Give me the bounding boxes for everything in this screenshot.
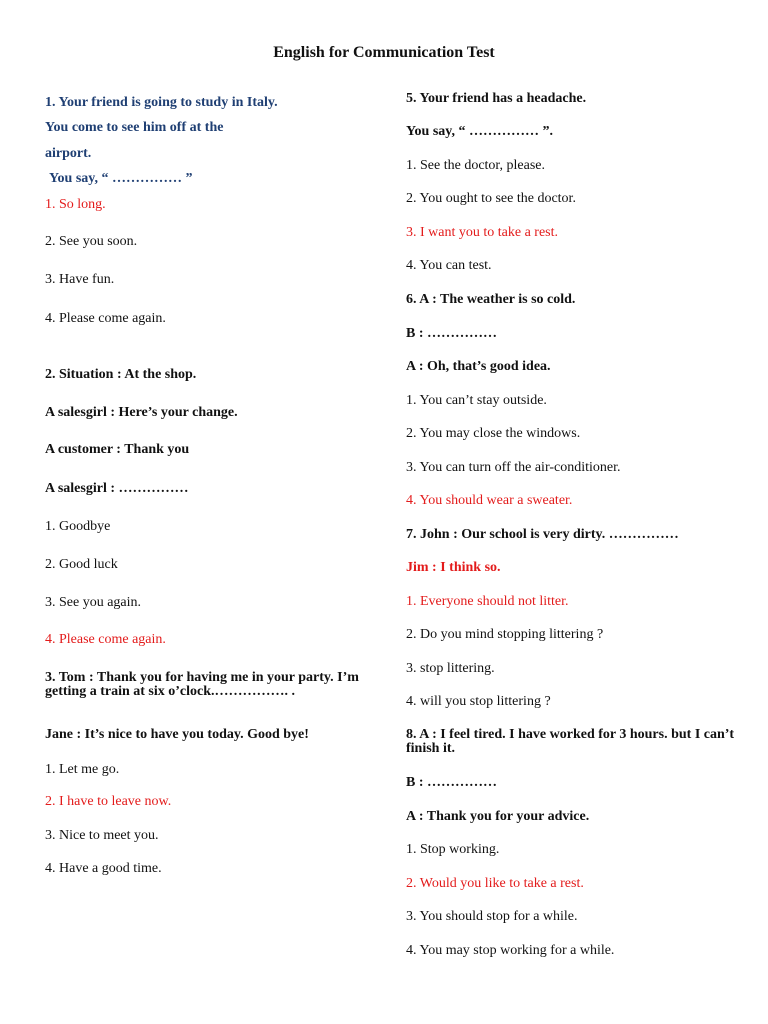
q3-option-2-answer: 2. I have to leave now.: [45, 794, 172, 809]
q6-dialog-line2: B : ……………: [406, 326, 497, 341]
q7-option-1-answer: 1. Everyone should not litter.: [406, 594, 569, 609]
q6-option-3: 3. You can turn off the air-conditioner.: [406, 460, 621, 475]
q7-dialog-line2-answer: Jim : I think so.: [406, 560, 501, 575]
q8-stem: 8. A : I feel tired. I have worked for 3 hours. but I can’t finish it.: [406, 727, 735, 756]
q8-option-2-answer: 2. Would you like to take a rest.: [406, 876, 584, 891]
q7-option-3: 3. stop littering.: [406, 661, 495, 676]
q2-option-4-answer: 4. Please come again.: [45, 632, 166, 647]
q6-stem: 6. A : The weather is so cold.: [406, 292, 576, 307]
q6-option-4-answer: 4. You should wear a sweater.: [406, 493, 573, 508]
q2-dialog-line1: A salesgirl : Here’s your change.: [45, 405, 238, 420]
q5-stem: 5. Your friend has a headache.: [406, 91, 587, 106]
q5-option-4: 4. You can test.: [406, 258, 492, 273]
q1-option-2: 2. See you soon.: [45, 234, 138, 249]
q8-option-3: 3. You should stop for a while.: [406, 909, 578, 924]
q2-dialog-line3: A salesgirl : ……………: [45, 481, 189, 496]
q1-option-4: 4. Please come again.: [45, 311, 166, 326]
q2-option-1: 1. Goodbye: [45, 519, 111, 534]
q3-option-4: 4. Have a good time.: [45, 861, 162, 876]
q7-option-4: 4. will you stop littering ?: [406, 694, 551, 709]
q5-option-2: 2. You ought to see the doctor.: [406, 191, 576, 206]
q2-dialog-line2: A customer : Thank you: [45, 442, 190, 457]
q2-situation: 2. Situation : At the shop.: [45, 367, 197, 382]
q8-dialog-line3: A : Thank you for your advice.: [406, 809, 590, 824]
page-title: English for Communication Test: [273, 44, 495, 61]
q2-option-3: 3. See you again.: [45, 595, 142, 610]
q1-option-3: 3. Have fun.: [45, 272, 115, 287]
q3-option-1: 1. Let me go.: [45, 762, 120, 777]
q3-stem: 3. Tom : Thank you for having me in your party. I’m getting a train at six o’clock.……………. .: [45, 670, 359, 699]
q8-dialog-line2: B : ……………: [406, 775, 497, 790]
q8-option-1: 1. Stop working.: [406, 842, 500, 857]
q3-dialog-line2: Jane : It’s nice to have you today. Good bye!: [45, 727, 309, 742]
q8-option-4: 4. You may stop working for a while.: [406, 943, 615, 958]
q1-option-1-answer: 1. So long.: [45, 197, 106, 212]
q5-option-1: 1. See the doctor, please.: [406, 158, 546, 173]
q2-option-2: 2. Good luck: [45, 557, 118, 572]
q6-dialog-line3: A : Oh, that’s good idea.: [406, 359, 551, 374]
q6-option-1: 1. You can’t stay outside.: [406, 393, 547, 408]
q1-stem-line2: You come to see him off at the: [45, 120, 224, 135]
q5-option-3-answer: 3. I want you to take a rest.: [406, 225, 559, 240]
q7-stem: 7. John : Our school is very dirty. ……………: [406, 527, 679, 542]
q6-option-2: 2. You may close the windows.: [406, 426, 581, 441]
q1-prompt: You say, “ …………… ”: [49, 171, 193, 186]
q7-option-2: 2. Do you mind stopping littering ?: [406, 627, 604, 642]
q3-option-3: 3. Nice to meet you.: [45, 828, 159, 843]
q5-prompt: You say, “ …………… ”.: [406, 124, 554, 139]
q1-stem-line1: 1. Your friend is going to study in Italy.: [45, 95, 278, 110]
q1-stem-line3: airport.: [45, 146, 92, 161]
